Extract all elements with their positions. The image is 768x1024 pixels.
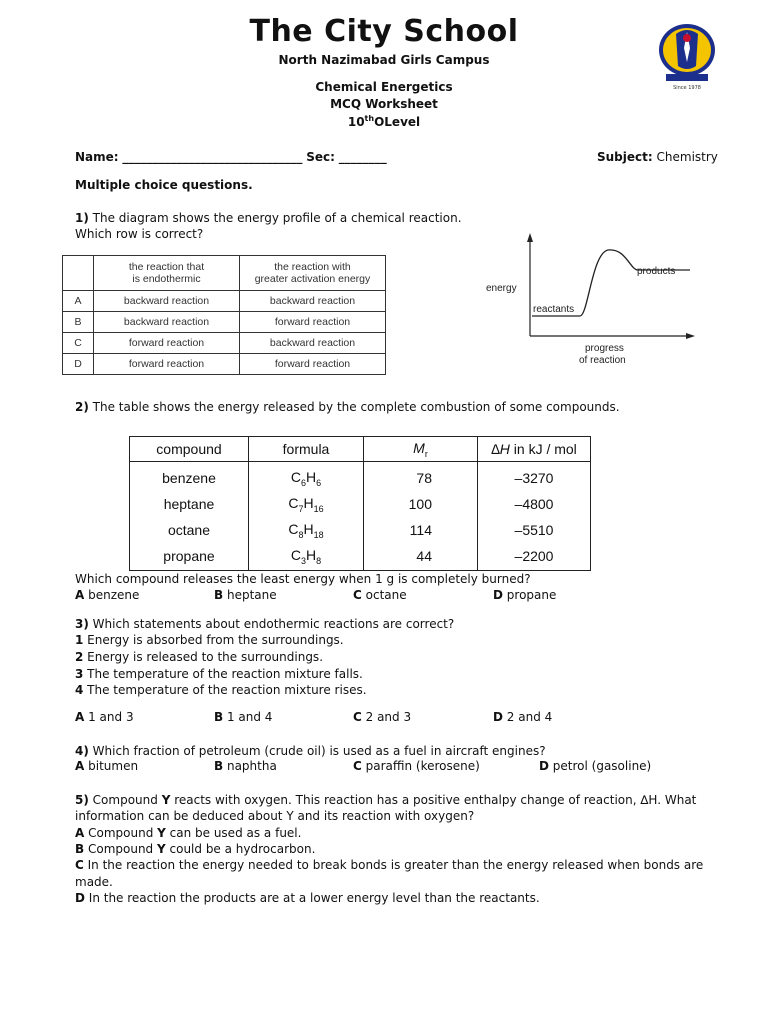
section-title: Multiple choice questions. <box>75 178 253 192</box>
energy-profile-diagram <box>480 228 700 370</box>
cell-enthalpy: –4800 <box>478 491 591 517</box>
q1-header-endothermic <box>94 256 240 291</box>
level-superscript: th <box>364 114 375 123</box>
q4-option-d[interactable]: D petrol (gasoline) <box>539 759 652 773</box>
cell-formula: $C_7H_{16}$ <box>249 491 364 517</box>
q2-option-b[interactable]: B heptane <box>214 588 277 602</box>
subject-label: Subject: <box>597 150 653 164</box>
class-level <box>0 114 768 129</box>
name-blank[interactable]: ______________________________ <box>122 150 303 164</box>
q5-option-d[interactable]: D In the reaction the products are at a lower energy level than the reactants. <box>75 891 540 905</box>
row-activation: backward reaction <box>240 333 386 354</box>
sec-label: Sec: <box>306 150 335 164</box>
energy-axis-arrow <box>527 233 533 242</box>
col-compound: compound <box>130 437 249 462</box>
cell-enthalpy: –5510 <box>478 517 591 543</box>
name-sec-line <box>75 149 387 165</box>
cell-compound: benzene <box>130 462 249 492</box>
cell-mr: 100 <box>364 491 478 517</box>
q3-stem: Which statements about endothermic reactions are correct? <box>92 617 455 631</box>
q2-text <box>75 399 620 415</box>
cell-compound: heptane <box>130 491 249 517</box>
row-activation: forward reaction <box>240 354 386 375</box>
q1-header-activation <box>240 256 386 291</box>
q1-header-endothermic-line2: is endothermic <box>132 273 201 285</box>
subject-line <box>597 149 718 165</box>
subject-value: Chemistry <box>656 150 718 164</box>
row-letter: C <box>63 333 94 354</box>
progress-label-line1: progress <box>585 343 624 354</box>
cell-mr: 78 <box>364 462 478 492</box>
q4-option-a[interactable]: A bitumen <box>75 759 139 773</box>
table-row <box>130 543 591 571</box>
products-label: products <box>637 266 676 277</box>
q3-statement-1: 1 Energy is absorbed from the surroundings. <box>75 633 344 647</box>
q5-number: 5) <box>75 793 89 807</box>
q5-option-b[interactable]: B Compound Y could be a hydrocarbon. <box>75 842 316 856</box>
row-letter: A <box>63 291 94 312</box>
table-row <box>63 333 386 354</box>
row-endothermic: backward reaction <box>94 312 240 333</box>
cell-mr: 44 <box>364 543 478 571</box>
q2-number: 2) <box>75 400 89 414</box>
q3-option-c[interactable]: C 2 and 3 <box>353 710 412 724</box>
q2-table <box>129 436 591 571</box>
col-mr <box>364 437 478 462</box>
table-row <box>63 312 386 333</box>
cell-enthalpy: –3270 <box>478 462 591 492</box>
q5-text-line1: 5) Compound Y reacts with oxygen. This reaction has a positive enthalpy change of reaction, ∆H. What <box>75 793 697 807</box>
cell-mr: 114 <box>364 517 478 543</box>
col-formula: formula <box>249 437 364 462</box>
q3-number: 3) <box>75 617 89 631</box>
cell-formula: $C_8H_{18}$ <box>249 517 364 543</box>
col-enthalpy-unit: in kJ / mol <box>509 441 577 457</box>
col-enthalpy-symbol: ∆H <box>491 441 510 457</box>
row-letter: D <box>63 354 94 375</box>
reactants-label: reactants <box>533 304 575 315</box>
row-endothermic: forward reaction <box>94 354 240 375</box>
q2-option-c[interactable]: C octane <box>353 588 407 602</box>
table-row <box>63 291 386 312</box>
table-row <box>130 517 591 543</box>
q3-option-a[interactable]: A 1 and 3 <box>75 710 134 724</box>
cell-compound: propane <box>130 543 249 571</box>
q5-option-c[interactable]: C In the reaction the energy needed to break bonds is greater than the energy released when bonds are <box>75 858 704 872</box>
table-row <box>130 491 591 517</box>
level-number: 10 <box>347 115 365 129</box>
logo-caption: Since 1978 <box>673 85 701 91</box>
q3-statement-3: 3 The temperature of the reaction mixture falls. <box>75 667 363 681</box>
cell-formula: $C_6H_6$ <box>249 462 364 492</box>
q1-number: 1) <box>75 211 89 225</box>
sec-blank[interactable]: ________ <box>338 150 387 164</box>
level-name: OLevel <box>374 115 421 129</box>
q3-options <box>0 710 768 726</box>
q2-options <box>0 588 768 604</box>
q2-question: Which compound releases the least energy when 1 g is completely burned? <box>75 572 531 586</box>
school-logo <box>656 22 718 92</box>
worksheet-topic: Chemical Energetics <box>315 80 453 94</box>
col-mr-subscript: r <box>424 448 428 459</box>
col-mr-symbol: M <box>413 439 425 456</box>
q1-header-blank <box>63 256 94 291</box>
name-label: Name: <box>75 150 119 164</box>
q5-option-c-continued: made. <box>75 875 113 889</box>
q3-text <box>75 616 454 632</box>
row-letter: B <box>63 312 94 333</box>
q1-table <box>62 255 386 375</box>
q3-statement-2: 2 Energy is released to the surroundings. <box>75 650 324 664</box>
q2-option-d[interactable]: D propane <box>493 588 557 602</box>
progress-label-line2: of reaction <box>579 355 626 366</box>
progress-axis-arrow <box>686 333 695 339</box>
q1-stem: The diagram shows the energy profile of a chemical reaction. <box>92 211 462 225</box>
row-endothermic: backward reaction <box>94 291 240 312</box>
cell-compound: octane <box>130 517 249 543</box>
energy-label: energy <box>486 283 517 294</box>
col-enthalpy <box>478 437 591 462</box>
q4-number: 4) <box>75 744 89 758</box>
q1-text <box>75 210 462 226</box>
q1-header-activation-line1: the reaction with <box>274 261 351 273</box>
q3-statement-4: 4 The temperature of the reaction mixture rises. <box>75 683 367 697</box>
cell-formula: $C_3H_8$ <box>249 543 364 571</box>
campus-name: North Nazimabad Girls Campus <box>278 53 490 67</box>
q3-option-b[interactable]: B 1 and 4 <box>214 710 273 724</box>
row-activation: backward reaction <box>240 291 386 312</box>
q2-option-a[interactable]: A benzene <box>75 588 140 602</box>
row-activation: forward reaction <box>240 312 386 333</box>
q1-header-endothermic-line1: the reaction that <box>128 261 205 273</box>
q3-option-d[interactable]: D 2 and 4 <box>493 710 553 724</box>
q4-option-b[interactable]: B naphtha <box>214 759 277 773</box>
q4-stem: Which fraction of petroleum (crude oil) is used as a fuel in aircraft engines? <box>92 744 546 758</box>
q1-header-activation-line2: greater activation energy <box>254 273 371 285</box>
q1-question: Which row is correct? <box>75 227 204 241</box>
q4-options <box>0 759 768 775</box>
row-endothermic: forward reaction <box>94 333 240 354</box>
cell-enthalpy: –2200 <box>478 543 591 571</box>
table-row <box>130 462 591 492</box>
worksheet-type: MCQ Worksheet <box>330 97 438 111</box>
q2-stem: The table shows the energy released by the complete combustion of some compounds. <box>92 400 620 414</box>
q5-option-a[interactable]: A Compound Y can be used as a fuel. <box>75 826 302 840</box>
q5-text-line2: information can be deduced about Y and its reaction with oxygen? <box>75 809 475 823</box>
table-row <box>63 354 386 375</box>
school-title: The City School <box>249 14 519 49</box>
q4-option-c[interactable]: C paraffin (kerosene) <box>353 759 480 773</box>
q4-text <box>75 743 546 759</box>
